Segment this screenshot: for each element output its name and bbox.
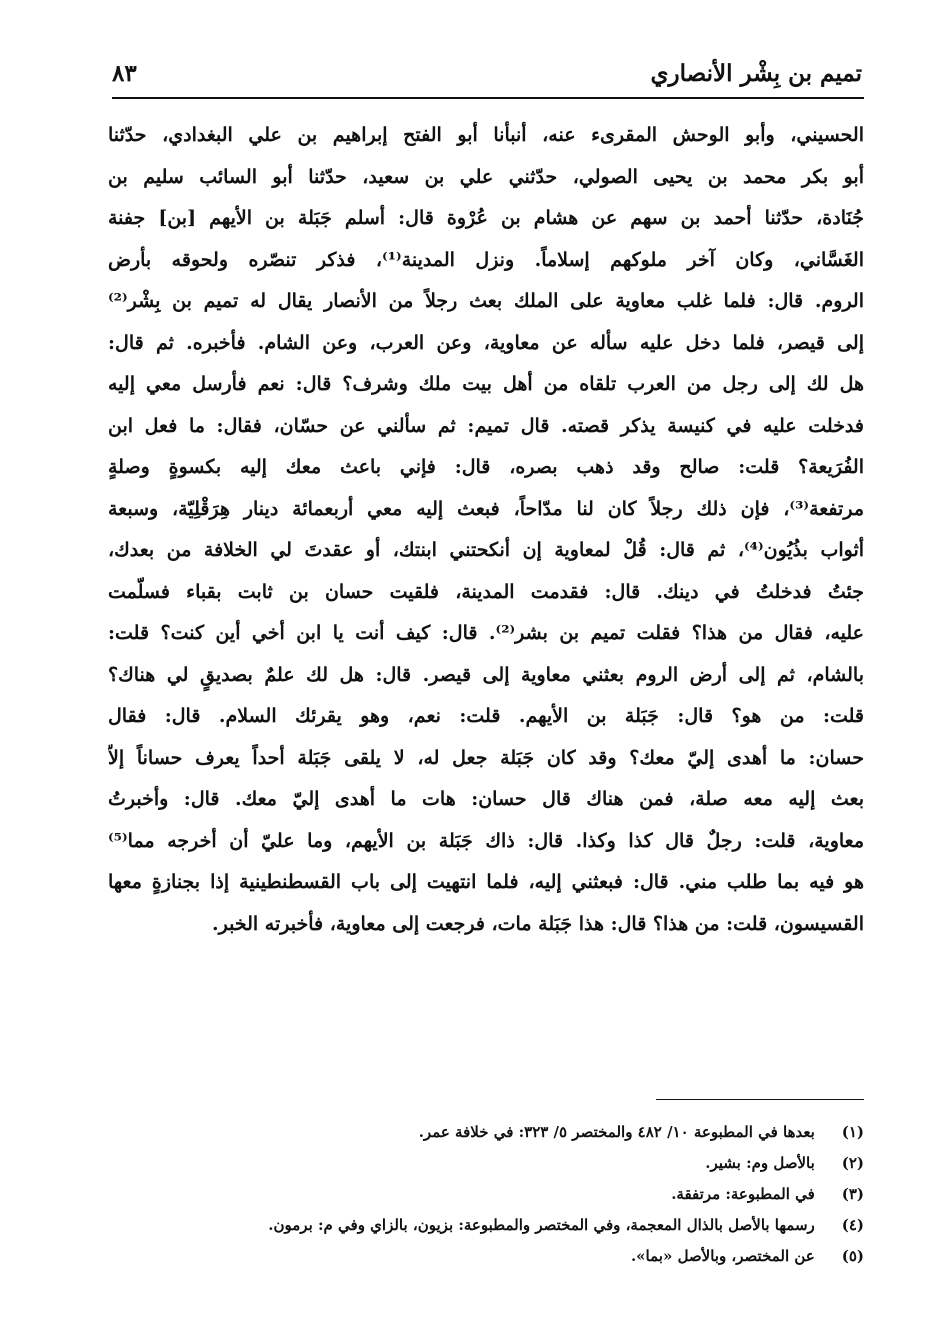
footnote-item — [160, 1210, 864, 1241]
footnote-text: بعدها في المطبوعة ١٠/ ٤٨٢ والمختصر ٥/ ٣٢٣: في خلافة عمر. — [418, 1123, 815, 1141]
text-line: قلت: من هو؟ قال: جَبَلة بن الأيهم. قلت: نعم، وهو يقرئك السلام. قال: فقال — [108, 705, 864, 727]
footnote-number: (٥) — [841, 1247, 864, 1265]
footnote-number: (٣) — [841, 1185, 864, 1203]
footnote-text: عن المختصر، وبالأصل «بما». — [630, 1247, 815, 1265]
text-line: القسيسون، قلت: من هذا؟ قال: هذا جَبَلة مات، فرجعت إلى معاوية، فأخبرته الخبر. — [212, 912, 864, 935]
header-rule — [112, 97, 864, 99]
footnote-item — [160, 1148, 864, 1179]
text-line: الحسيني، وأبو الوحش المقرىء عنه، أنبأنا أبو الفتح إبراهيم بن علي البغدادي، حدّثنا — [108, 124, 864, 146]
text-line: بالشام، ثم إلى أرض الروم بعثني معاوية إلى قيصر. قال: هل لك علمٌ بصديقٍ لي هناك؟ — [108, 663, 864, 686]
text-line: الغَسَّاني، وكان آخر ملوكهم إسلاماً. ونزل المدينة⁽¹⁾، فذكر تنصّره ولحوقه بأرض — [108, 248, 864, 271]
footnote-text: بالأصل وم: بشير. — [705, 1154, 815, 1172]
footnote-number: (٢) — [841, 1154, 864, 1172]
footnote-item — [160, 1179, 864, 1210]
text-line: حسان: ما أهدى إليّ معك؟ وقد كان جَبَلة جعل له، لا يلقى جَبَلة أحداً يعرف حساناً إلاّ — [108, 746, 864, 769]
footnote-number: (١) — [841, 1123, 864, 1141]
running-header — [112, 58, 862, 98]
text-line: إلى قيصر، فلما دخل عليه سأله عن معاوية، وعن العرب، وعن الشام. فأخبره. ثم قال: — [108, 331, 864, 354]
text-line: عليه، فقال من هذا؟ فقلت تميم بن بشر⁽²⁾. قال: كيف أنت يا ابن أخي أين كنت؟ قلت: — [108, 622, 864, 644]
page-number: ٨٣ — [112, 60, 137, 87]
text-line: الروم. قال: فلما غلب معاوية على الملك بعث رجلاً من الأنصار يقال له تميم بن بِشْر⁽²⁾ — [108, 290, 864, 312]
footnote-rule — [656, 1099, 864, 1100]
footnote-number: (٤) — [841, 1216, 864, 1234]
text-line: هل لك إلى رجل من العرب تلقاه من أهل بيت ملك وشرف؟ قال: نعم فأرسل معي إليه — [108, 373, 864, 395]
footnote-text: رسمها بالأصل بالذال المعجمة، وفي المختصر والمطبوعة: بزيون، بالزاي وفي م: برمون. — [268, 1216, 815, 1234]
main-text — [108, 115, 864, 945]
text-line: معاوية، قلت: رجلٌ قال كذا وكذا. قال: ذاك جَبَلة بن الأيهم، وما عليّ أن أخرجه مما⁽⁵⁾ — [108, 829, 864, 852]
text-line: أثواب بذُيُون⁽⁴⁾، ثم قال: قُلْ لمعاوية إن أنكحتني ابنتك، أو عقدتَ لي الخلافة من بعدك، — [108, 539, 864, 561]
text-line: جُنَادة، حدّثنا أحمد بن سهم عن هشام بن عُرْوة قال: أسلم جَبَلة بن الأيهم [بن] جفنة — [108, 207, 864, 229]
running-title: تميم بن بِشْر الأنصاري — [650, 60, 862, 87]
footnote-text: في المطبوعة: مرتفقة. — [671, 1185, 815, 1203]
text-line: مرتفعة⁽³⁾، فإن ذلك رجلاً كان لنا مدّاحاً، فبعث إليه معي أربعمائة دينار هِرَقْلِيّة، وسبعة — [108, 497, 864, 520]
text-line: هو فيه بما طلب مني. قال: فبعثني إليه، فلما انتهيت إلى باب القسطنطينية إذا بجنازةٍ معها — [108, 871, 864, 893]
text-line: أبو بكر محمد بن يحيى الصولي، حدّثني علي بن سعيد، حدّثنا أبو السائب سليم بن — [108, 165, 864, 188]
text-line: بعث إليه معه صلة، فمن هناك قال حسان: هات ما أهدى إليّ معك. قال: وأخبرتُ — [108, 788, 864, 810]
text-line: جئتُ فدخلتُ في دينك. قال: فقدمت المدينة، فلقيت حسان بن ثابت بقباء فسلّمت — [108, 580, 864, 603]
footnote-item — [160, 1241, 864, 1272]
footnote-item — [160, 1117, 864, 1148]
text-line: الفُرَيعة؟ قلت: صالح وقد ذهب بصره، قال: فإني باعث معك إليه بكسوةٍ وصلةٍ — [108, 456, 864, 478]
footnotes — [160, 1117, 864, 1272]
text-line: فدخلت عليه في كنيسة يذكر قصته. قال تميم: ثم سألني عن حسّان، فقال: ما فعل ابن — [108, 414, 864, 437]
